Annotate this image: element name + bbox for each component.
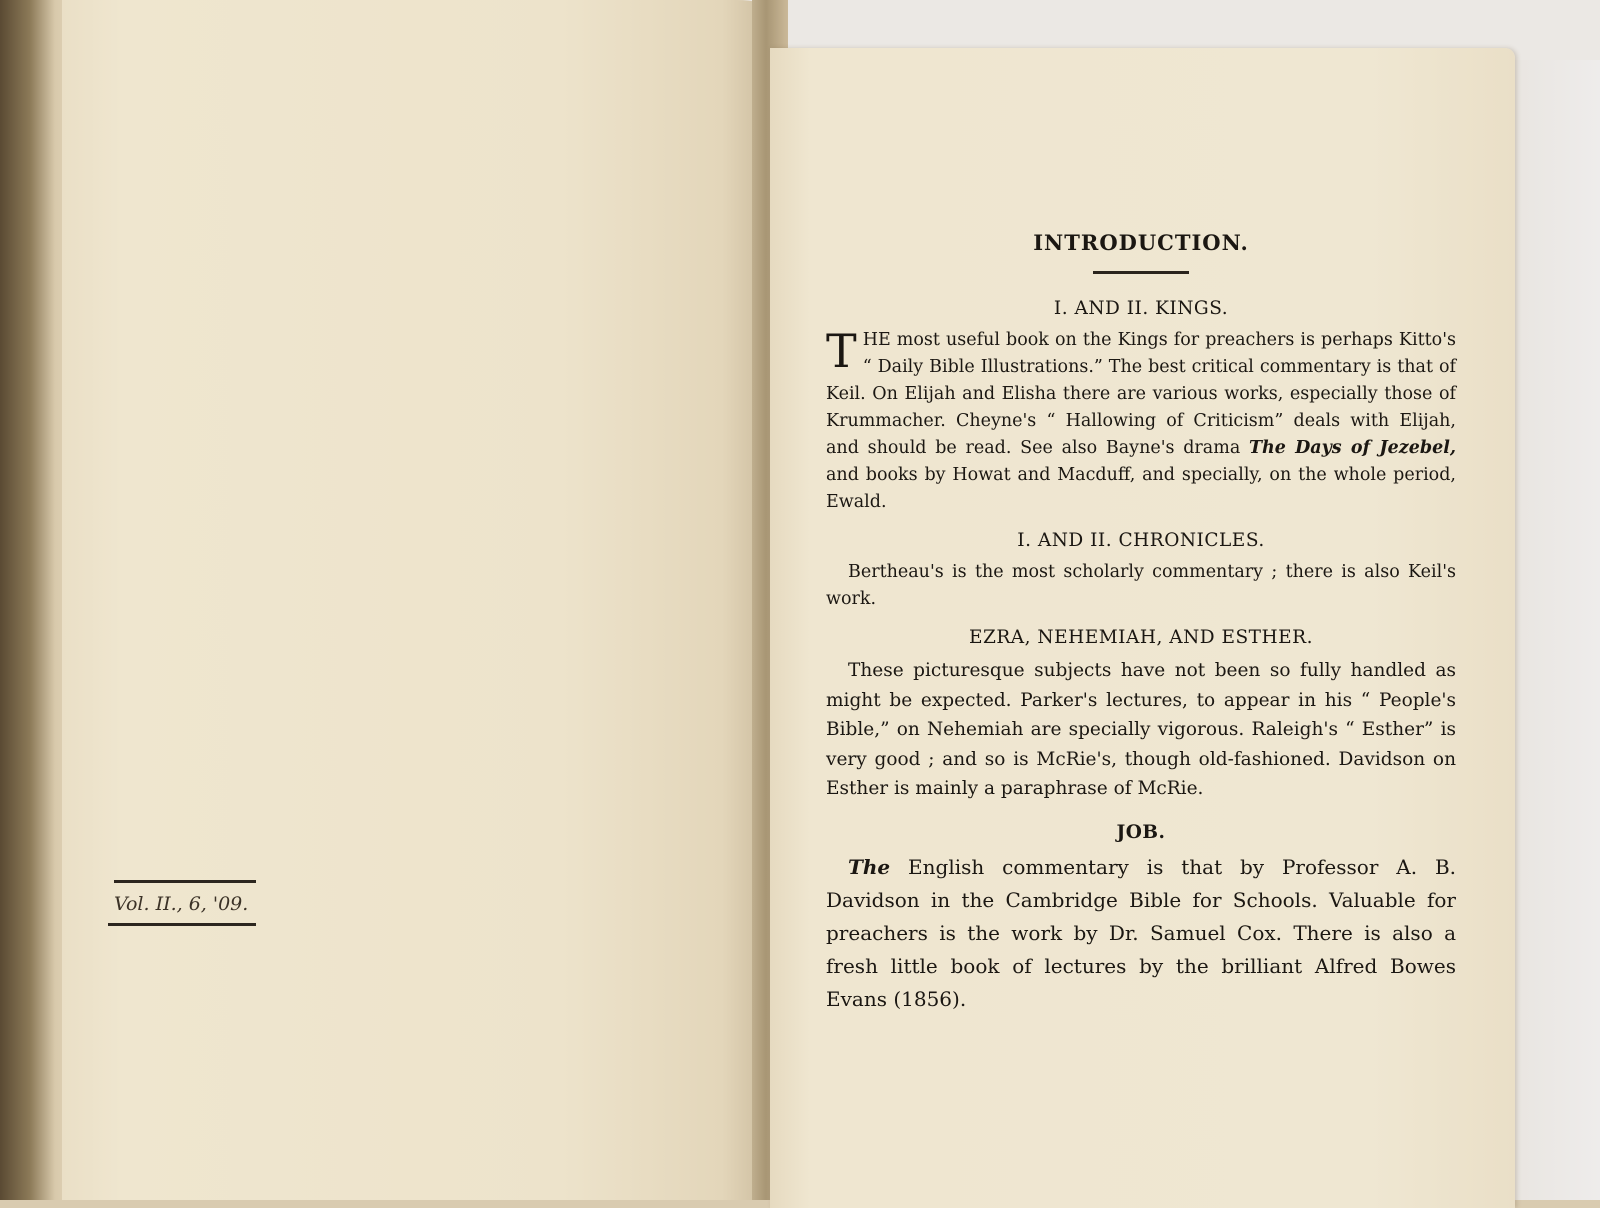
section-text-kings (826, 324, 1456, 516)
section-text-job (826, 851, 1456, 1016)
job-italic-start: The (848, 854, 891, 879)
section-text-chronicles: Bertheau's is the most scholarly commentary ; there is also Keil's work. (826, 562, 1456, 609)
section-heading-kings: I. AND II. KINGS. (1053, 298, 1229, 319)
job-text: English commentary is that by Professor A. B. Davidson in the Cambridge Bible for Schools. Valuable for preachers is the work by Dr. Samuel Cox. There is also a fresh little book of lectures by the brilliant Alfred Bowes Evans (1856). (826, 854, 1456, 1011)
kings-text-end: and books by Howat and Macduff, and specially, on the whole period, Ewald. (826, 465, 1456, 512)
drop-cap: T (826, 324, 857, 378)
volume-stamp (108, 880, 256, 926)
section-heading-ezra: EZRA, NEHEMIAH, AND ESTHER. (969, 627, 1313, 648)
left-page (62, 0, 767, 1200)
kings-text: HE most useful book on the Kings for preachers is perhaps Kitto's “ Daily Bible Illustrations.” The best critical commentary is that of Keil. On Elijah and Elisha there are various works, especially those of Krummacher. Cheyne's “ Hallowing of Criticism” deals with Elijah, and should be read. See also Bayne's drama (826, 330, 1456, 458)
section-text-ezra: These picturesque subjects have not been so fully handled as might be expected. Parker's lectures, to appear in his “ People's Bible,” on Nehemiah are specially vigorous. Raleigh's “ Esther” is very good ; and so is McRie's, though old-fashioned. Davidson on Esther is mainly a paraphrase of McRie. (826, 660, 1456, 799)
section-heading-job: JOB. (1116, 821, 1166, 843)
stamp-rule-bottom (108, 923, 256, 926)
kings-italic-title: The Days of Jezebel, (1248, 438, 1456, 458)
volume-stamp-text: Vol. II., 6, '09. (114, 893, 249, 915)
introduction-text (826, 230, 1456, 1016)
page-title: INTRODUCTION. (1033, 230, 1249, 255)
section-heading-chronicles: I. AND II. CHRONICLES. (1017, 530, 1265, 551)
title-rule (1093, 271, 1189, 274)
